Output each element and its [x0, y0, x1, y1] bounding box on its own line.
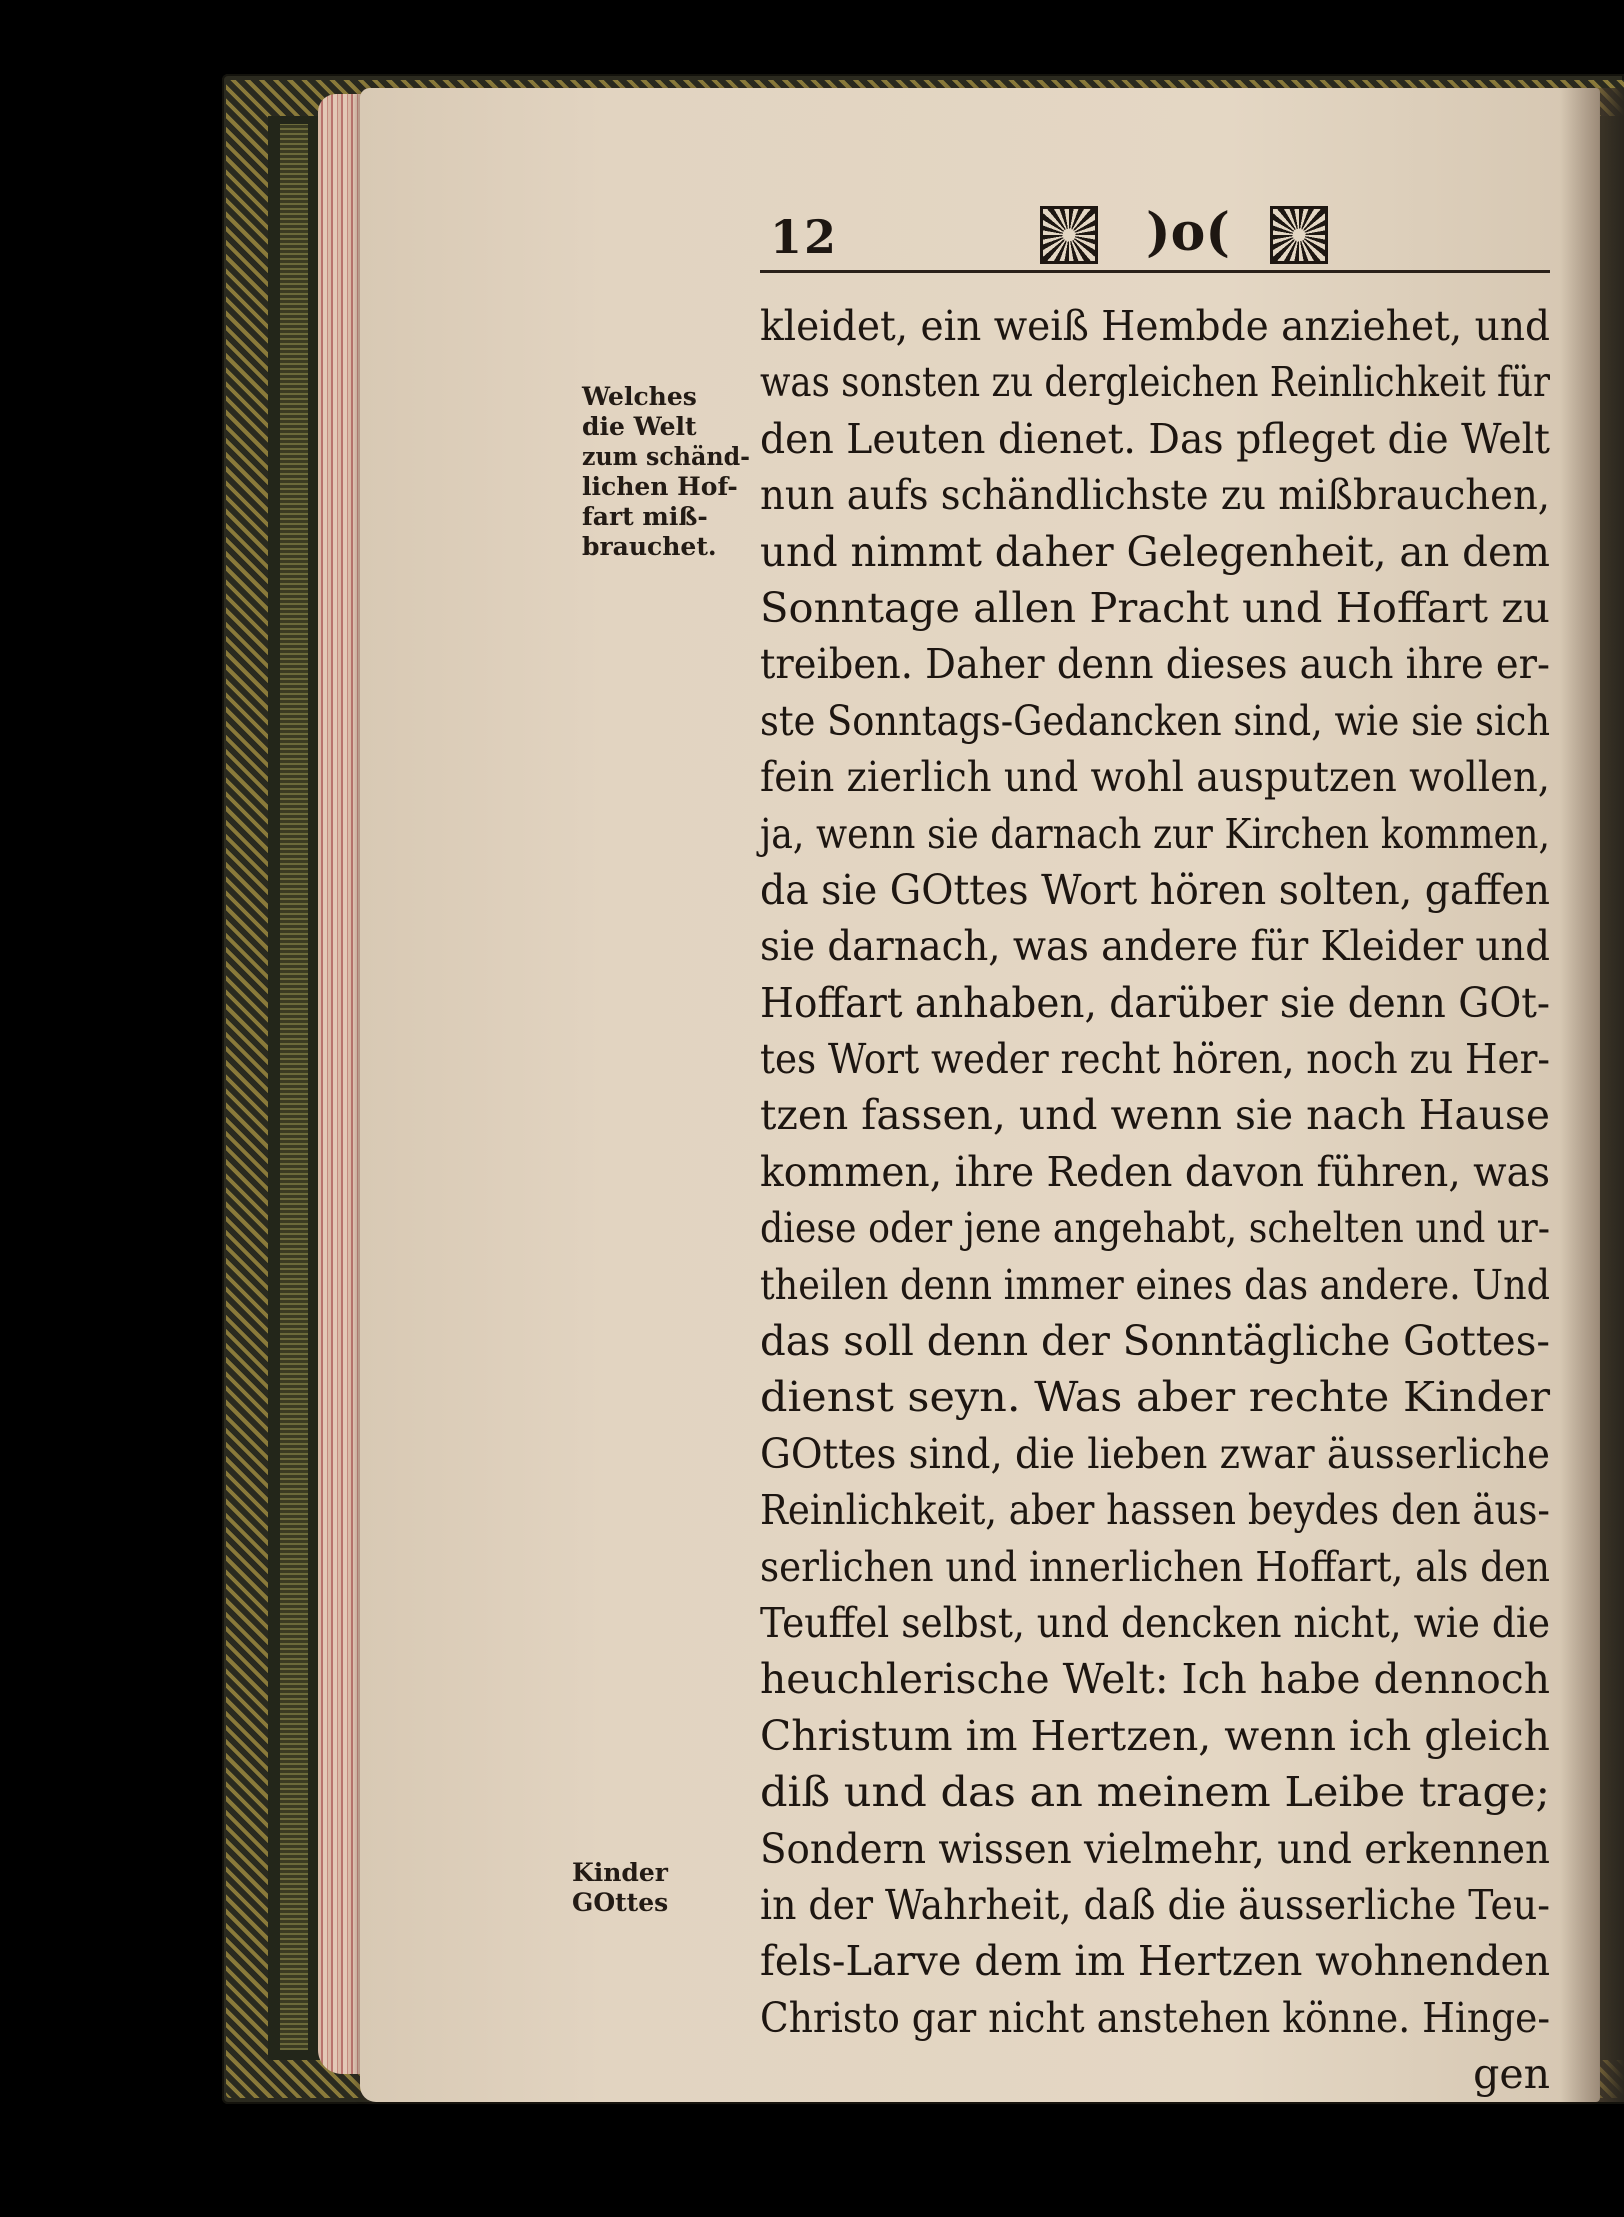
text-line: diß und das an meinem Leibe trage; — [760, 1768, 1551, 1817]
marginal-line: die Welt — [582, 412, 697, 441]
text-line: tes Wort weder recht hören, noch zu Her- — [760, 1035, 1551, 1084]
text-line: dienst seyn. Was aber rechte Kinder — [760, 1373, 1551, 1422]
text-line: was sonsten zu dergleichen Reinlichkeit für — [760, 358, 1550, 407]
text-line: und nimmt daher Gelegenheit, an dem — [760, 527, 1551, 576]
marginal-line: fart miß- — [582, 502, 708, 531]
text-line: Christum im Hertzen, wenn ich gleich — [760, 1711, 1550, 1760]
text-line: Hoffart anhaben, darüber sie denn GOt- — [760, 978, 1551, 1027]
marginal-line: GOttes — [572, 1888, 669, 1917]
marginal-line: Welches — [582, 382, 697, 411]
text-line: sie darnach, was andere für Kleider und — [760, 922, 1551, 971]
marginal-note-kinder — [572, 1858, 732, 1918]
text-line: treiben. Daher denn dieses auch ihre er- — [760, 640, 1550, 689]
text-line: in der Wahrheit, daß die äusserliche Teu- — [760, 1880, 1550, 1929]
text-line: fels-Larve dem im Hertzen wohnenden — [760, 1937, 1551, 1986]
text-line: Teuffel selbst, und dencken nicht, wie die — [760, 1598, 1551, 1647]
body-text — [760, 298, 1550, 2103]
text-line: theilen denn immer eines das andere. Und — [760, 1260, 1551, 1309]
head-rule — [760, 270, 1550, 273]
page-number: 12 — [770, 210, 839, 264]
text-line: Reinlichkeit, aber hassen beydes den äus- — [760, 1486, 1550, 1535]
text-line: da sie GOttes Wort hören solten, gaffen — [760, 865, 1550, 914]
text-line: ste Sonntags-Gedancken sind, wie sie sich — [760, 696, 1551, 745]
marginal-line: lichen Hof- — [582, 472, 738, 501]
head-ornament-text: )o( — [1146, 202, 1230, 263]
marginal-line: Kinder — [572, 1858, 668, 1887]
text-line: diese oder jene angehabt, schelten und ur- — [760, 1204, 1551, 1253]
left-ornament-icon — [1040, 206, 1098, 264]
text-line: ja, wenn sie darnach zur Kirchen kommen, — [760, 809, 1551, 858]
text-line: kommen, ihre Reden davon führen, was — [760, 1147, 1551, 1196]
gilt-edge-decoration — [280, 124, 308, 2050]
right-ornament-icon — [1270, 206, 1328, 264]
text-line: kleidet, ein weiß Hembde anziehet, und — [760, 302, 1551, 350]
gutter-shadow — [1560, 88, 1624, 2102]
catchword: gen — [1473, 2050, 1550, 2099]
marginal-line: brauchet. — [582, 532, 717, 561]
text-line: nun aufs schändlichste zu mißbrauchen, — [760, 471, 1551, 520]
text-line: heuchlerische Welt: Ich habe dennoch — [760, 1655, 1550, 1704]
text-line: Sonntage allen Pracht und Hoffart zu — [760, 583, 1550, 632]
text-line: fein zierlich und wohl ausputzen wollen, — [760, 753, 1551, 802]
marginal-note-welt — [582, 382, 750, 562]
text-line: Christo gar nicht anstehen könne. Hinge- — [760, 1993, 1551, 2042]
text-line: das soll denn der Sonntägliche Gottes- — [760, 1317, 1551, 1366]
running-head — [770, 200, 1550, 270]
text-line: Sondern wissen vielmehr, und erkennen — [760, 1824, 1550, 1873]
marginal-line: zum schänd- — [582, 442, 751, 471]
text-line: tzen fassen, und wenn sie nach Hause — [760, 1091, 1550, 1140]
text-line: den Leuten dienet. Das pfleget die Welt — [760, 414, 1551, 463]
text-line: serlichen und innerlichen Hoffart, als den — [760, 1542, 1551, 1591]
text-line: GOttes sind, die lieben zwar äusserliche — [760, 1429, 1551, 1478]
